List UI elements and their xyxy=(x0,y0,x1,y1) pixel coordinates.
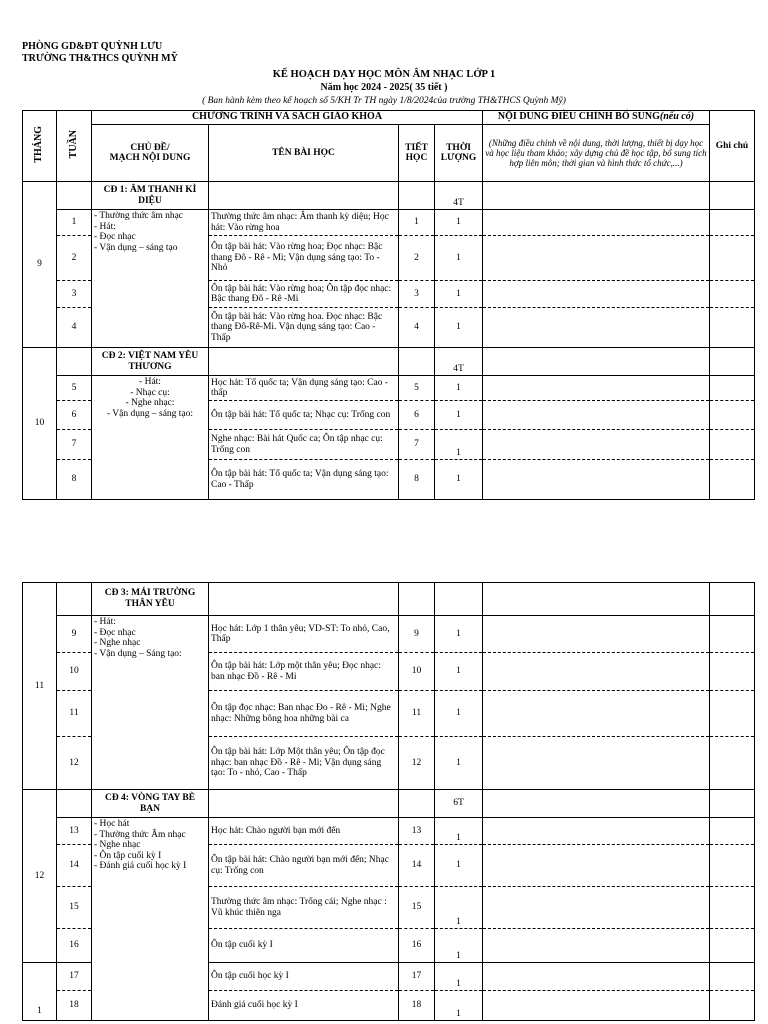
week-header: TUẦN xyxy=(57,111,92,182)
period-header: TIẾT HỌC xyxy=(399,125,435,182)
topic-duration: 4T xyxy=(435,348,483,376)
month-cell: 12 xyxy=(23,790,57,963)
month-cell: 9 xyxy=(23,182,57,348)
table-row: 16 Ôn tập cuối kỳ I 16 1 xyxy=(23,929,755,963)
topic-strands: - Hát: - Đọc nhạc - Nghe nhạc - Vận dụng – Sáng tạo: xyxy=(92,616,209,790)
table-row: 1 - Thường thức âm nhạc - Hát: - Đọc nhạc - Vận dụng – sáng tạo Thường thức âm nhạc: Âm thanh kỳ diệu; Học hát: Vào rừng hoa 1 1 xyxy=(23,210,755,236)
document-title: KẾ HOẠCH DẠY HỌC MÔN ÂM NHẠC LỚP 1 xyxy=(272,69,496,80)
topic-title: CĐ 4: VÒNG TAY BÈ BẠN xyxy=(92,790,209,818)
program-header: CHƯƠNG TRÌNH VÀ SÁCH GIÁO KHOA xyxy=(92,111,483,125)
table-row: 13 - Học hát - Thường thức Âm nhạc - Nghe nhạc - Ôn tập cuối kỳ I - Đánh giá cuối học kỳ I Học hát: Chào người bạn mới đến 13 1 xyxy=(23,818,755,845)
table-row: 15 Thường thức âm nhạc: Trống cái; Nghe nhạc : Vũ khúc thiên nga 15 1 xyxy=(23,887,755,929)
topic-title: CĐ 1: ÂM THANH KÌ DIỆU xyxy=(92,182,209,210)
month-cell: 1 xyxy=(23,963,57,1021)
month-cell: 10 xyxy=(23,348,57,500)
lesson-header: TÊN BÀI HỌC xyxy=(209,125,399,182)
topic-title: CĐ 2: VIỆT NAM YÊU THƯƠNG xyxy=(92,348,209,376)
school-year: Năm học 2024 - 2025( 35 tiết ) xyxy=(320,82,448,93)
table-row: 7 Nghe nhạc: Bài hát Quốc ca; Ôn tập nhạc cụ: Trống con 7 1 xyxy=(23,430,755,460)
topic-strands: - Hát: - Nhạc cụ: - Nghe nhạc: - Vận dụng – sáng tạo: xyxy=(92,376,209,500)
table-row: 11 Ôn tập đọc nhạc: Ban nhạc Đo - Rê - Mi; Nghe nhạc: Những bông hoa những bài ca 11 1 xyxy=(23,691,755,737)
department-name: PHÒNG GD&ĐT QUỲNH LƯU xyxy=(22,41,163,52)
adjust-description: (Những điều chỉnh về nội dung, thời lượng, thiết bị dạy học và học liệu tham khảo; xây dựng chủ đề học tập, bổ sung tích hợp liên môn; thời gian và hình thức tổ chức,...) xyxy=(483,125,710,182)
table-row: 3 Ôn tập bài hát: Vào rừng hoa; Ôn tập đọc nhạc: Bậc thang Đô - Rê -Mi 3 1 xyxy=(23,281,755,308)
adjust-header: NỘI DUNG ĐIỀU CHỈNH BỔ SUNG(nếu có) xyxy=(483,111,710,125)
table-row: 8 Ôn tập bài hát: Tổ quốc ta; Vận dụng sáng tạo: Cao - Thấp 8 1 xyxy=(23,460,755,500)
plan-table-2 xyxy=(22,582,755,1021)
month-cell: 11 xyxy=(23,583,57,790)
topic-duration: 6T xyxy=(435,790,483,818)
school-name: TRƯỜNG TH&THCS QUỲNH MỸ xyxy=(22,53,178,64)
table-row: 18 Đánh giá cuối học kỳ I 18 1 xyxy=(23,991,755,1021)
topic-strands: - Học hát - Thường thức Âm nhạc - Nghe nhạc - Ôn tập cuối kỳ I - Đánh giá cuối học kỳ I xyxy=(92,818,209,1021)
table-row: 10 Ôn tập bài hát: Lớp một thân yêu; Đọc nhạc: ban nhạc Đồ - Rê - Mi 10 1 xyxy=(23,653,755,691)
topic-title: CĐ 3: MÁI TRƯỜNG THÂN YÊU xyxy=(92,583,209,616)
plan-table-1 xyxy=(22,110,755,500)
month-header: THÁNG xyxy=(23,111,57,182)
table-row: 2 Ôn tập bài hát: Vào rừng hoa; Đọc nhạc: Bậc thang Đô - Rê - Mi; Vận dụng sáng tạo: To - Nhỏ 2 1 xyxy=(23,236,755,281)
topic-duration: 4T xyxy=(435,182,483,210)
table-row: 5 - Hát: - Nhạc cụ: - Nghe nhạc: - Vận dụng – sáng tạo: Học hát: Tổ quốc ta; Vận dụng sáng tạo: Cao - thấp 5 1 xyxy=(23,376,755,401)
topic-header: CHỦ ĐỀ/ MẠCH NỘI DUNG xyxy=(92,125,209,182)
table-row: 12 Ôn tập bài hát: Lớp Một thân yêu; Ôn tập đọc nhạc: ban nhạc Đồ - Rê - Mi; Vận dụng sáng tạo: To - nhỏ, Cao - Thấp 12 1 xyxy=(23,737,755,790)
duration-header: THỜI LƯỢNG xyxy=(435,125,483,182)
table-row: 6 Ôn tập bài hát: Tổ quốc ta; Nhạc cụ: Trống con 6 1 xyxy=(23,401,755,430)
table-row: 1 17 Ôn tập cuối học kỳ I 17 1 xyxy=(23,963,755,991)
topic-strands: - Thường thức âm nhạc - Hát: - Đọc nhạc - Vận dụng – sáng tạo xyxy=(92,210,209,348)
notes-header: Ghi chú xyxy=(710,111,755,182)
issuance-note: ( Ban hành kèm theo kế hoạch số 5/KH Tr TH ngày 1/8/2024của trường TH&THCS Quỳnh Mỹ) xyxy=(202,96,566,106)
table-row: 14 Ôn tập bài hát: Chào người bạn mới đến; Nhạc cụ: Trống con 14 1 xyxy=(23,845,755,887)
table-row: 9 - Hát: - Đọc nhạc - Nghe nhạc - Vận dụng – Sáng tạo: Học hát: Lớp 1 thân yêu; VD-ST: To nhỏ, Cao, Thấp 9 1 xyxy=(23,616,755,653)
table-row: 4 Ôn tập bài hát: Vào rừng hoa. Đọc nhạc: Bậc thang Đô-Rê-Mi. Vận dụng sáng tạo: Cao - Thấp 4 1 xyxy=(23,308,755,348)
